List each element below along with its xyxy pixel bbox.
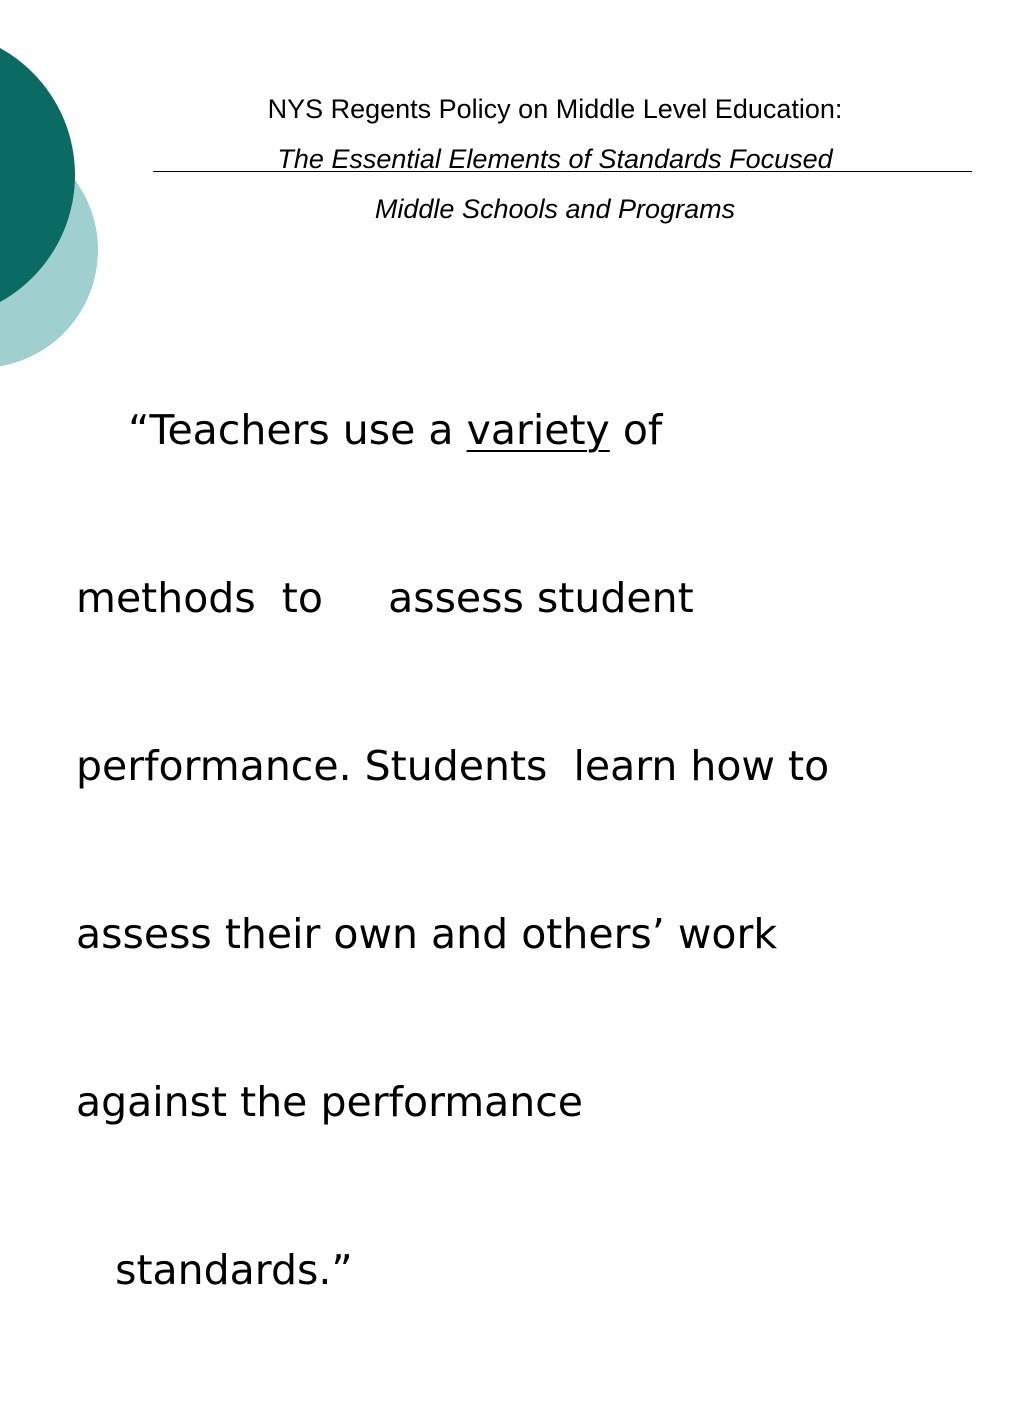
- quote-body: [76, 290, 996, 1410]
- quote-line-3: performance. Students learn how to: [76, 742, 830, 790]
- quote-line-4: assess their own and others’ work: [76, 910, 778, 958]
- quote-text: “Teachers use a: [128, 406, 467, 454]
- quote-line-5: against the performance: [76, 1078, 584, 1126]
- title-underline-rule: [153, 171, 972, 172]
- underlined-word: variety: [466, 406, 610, 454]
- quote-line-2: methods to assess student: [76, 574, 694, 622]
- title-line-1: NYS Regents Policy on Middle Level Education:: [267, 94, 843, 124]
- title-line-3: Middle Schools and Programs: [374, 194, 736, 224]
- slide-title: [130, 84, 980, 234]
- title-line-2: The Essential Elements of Standards Focused: [277, 144, 833, 174]
- quote-text: of: [609, 406, 663, 454]
- quote-text: standards.”: [115, 1246, 353, 1294]
- quote-line-6: [76, 1242, 996, 1298]
- quote-line-1: [76, 402, 996, 458]
